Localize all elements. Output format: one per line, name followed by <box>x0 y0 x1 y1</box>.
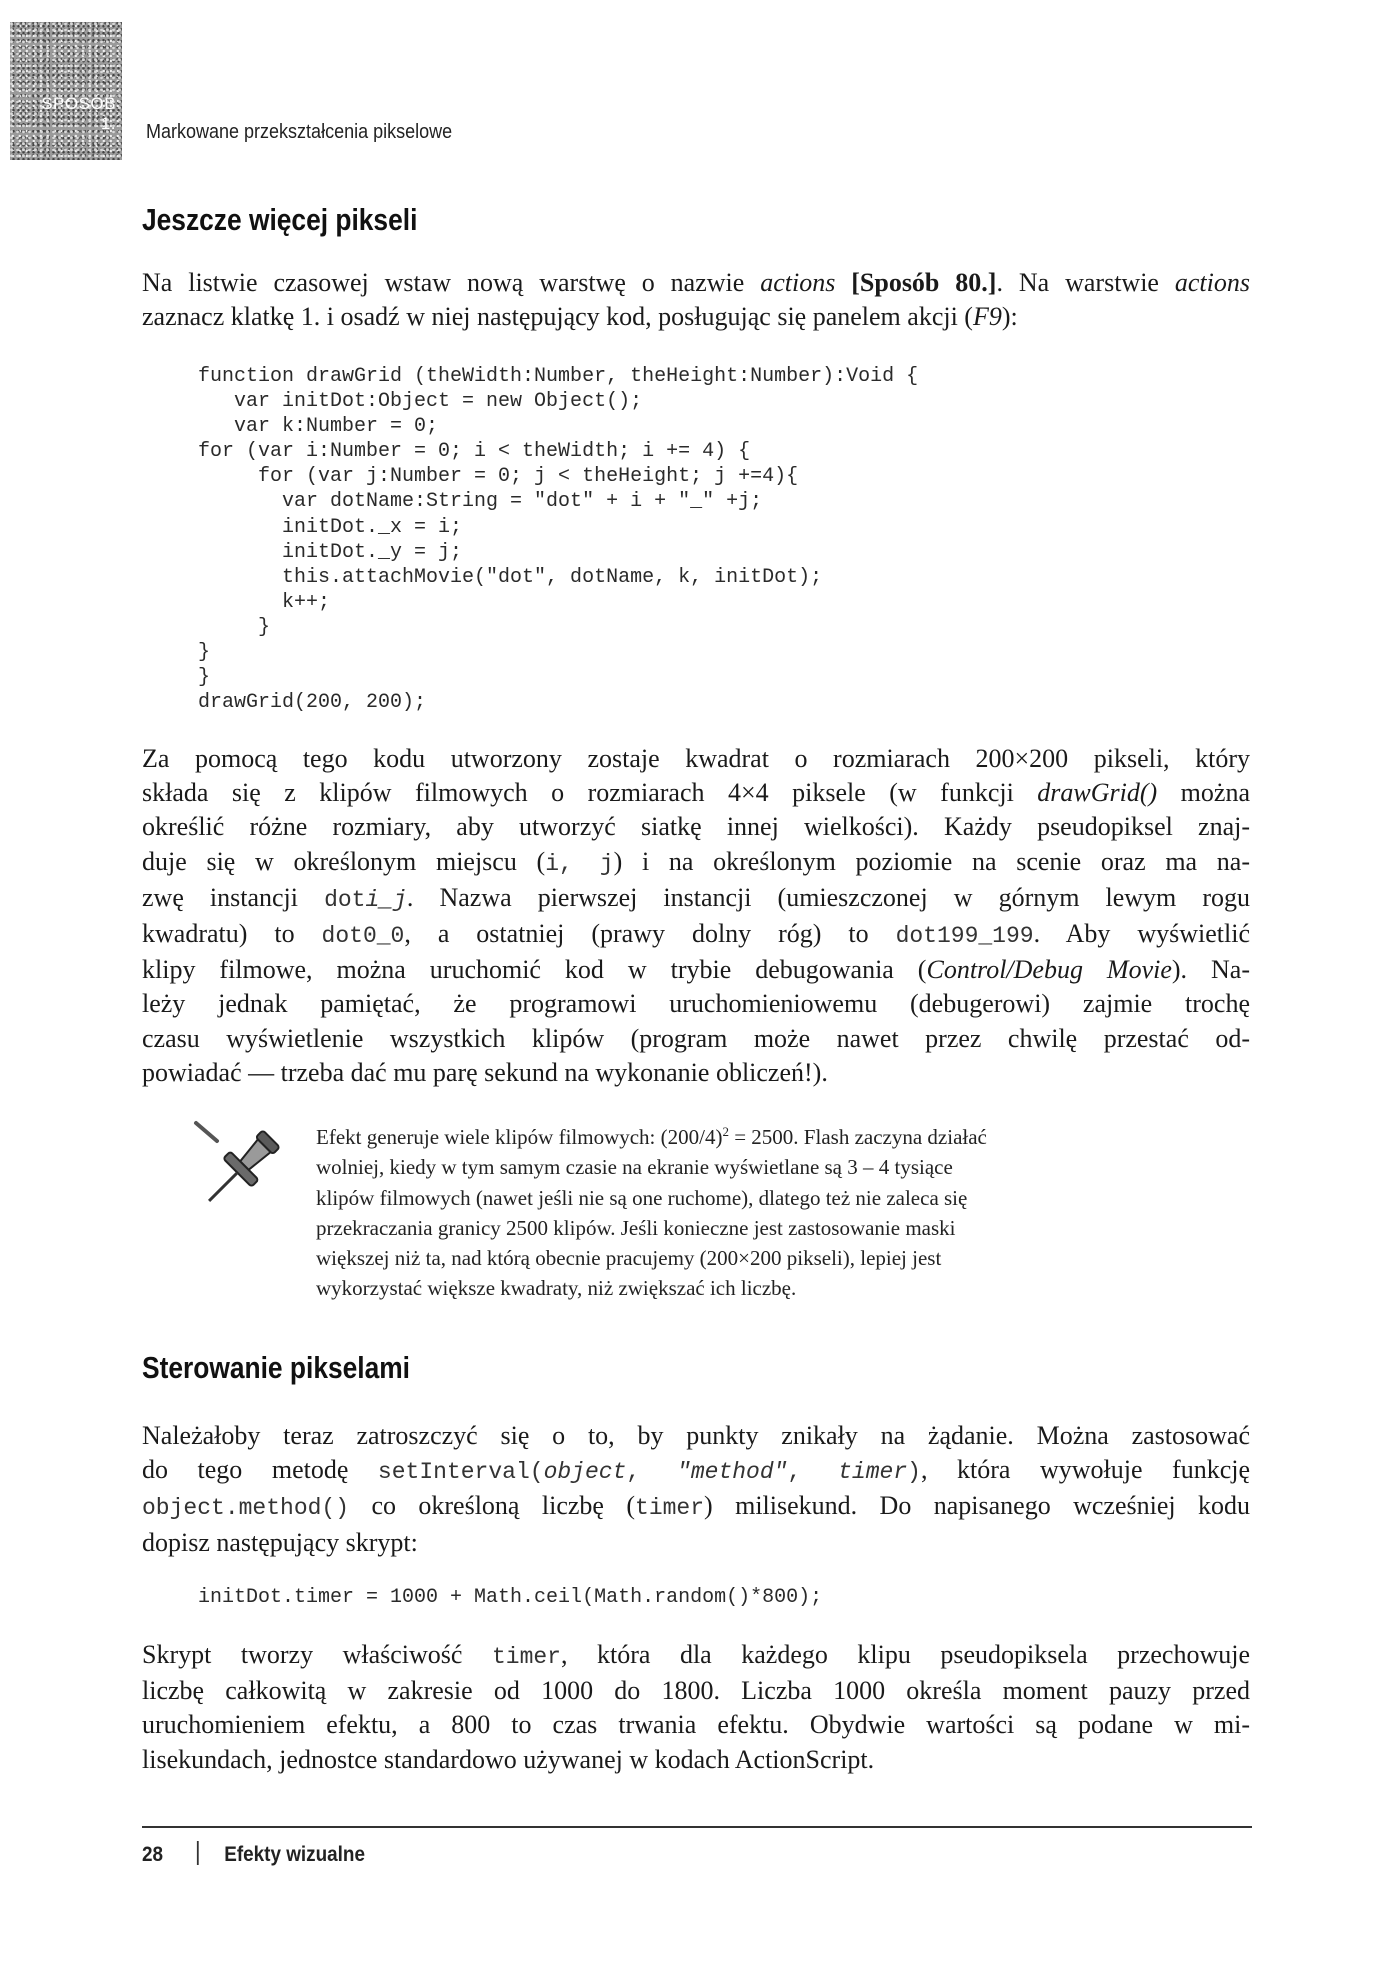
paragraph-line: duje się w określonym miejscu (i, j) i na określonym poziomie na scenie oraz ma na- <box>142 846 1250 877</box>
paragraph <box>142 1419 1250 1560</box>
footer-separator <box>197 1841 199 1865</box>
note-line: większej niż ta, nad którą obecnie pracujemy (200×200 pikseli), lepiej jest <box>316 1246 942 1271</box>
paragraph-line: określić różne rozmiary, aby utworzyć siatkę innej wielkości). Każdy pseudopiksel znaj- <box>142 812 1250 842</box>
paragraph <box>142 1638 1250 1777</box>
paragraph <box>142 742 1250 1090</box>
paragraph-line: Należałoby teraz zatroszczyć się o to, by punkty znikały na żądanie. Można zastosować <box>142 1421 1250 1450</box>
running-head: Markowane przekształcenia pikselowe <box>146 121 453 143</box>
pushpin-icon <box>193 1117 293 1217</box>
badge-line2: 1. <box>100 114 116 133</box>
paragraph-line: kwadratu) to dot0_0, a ostatniej (prawy dolny róg) to dot199_199. Aby wyświetlić <box>142 919 1250 950</box>
paragraph-line: do tego metodę setInterval(object, "method", timer), która wywołuje funkcję <box>142 1455 1250 1486</box>
section-heading: Jeszcze więcej pikseli <box>142 202 418 237</box>
book-title: Efekty wizualne <box>224 1843 365 1866</box>
paragraph-line: liczbę całkowitą w zakresie od 1000 do 1800. Liczba 1000 określa moment pauzy przed <box>142 1676 1250 1706</box>
note-line: wolniej, kiedy w tym samym czasie na ekranie wyświetlane są 3 – 4 tysiące <box>316 1155 953 1180</box>
code-listing: initDot.timer = 1000 + Math.ceil(Math.random()*800); <box>198 1586 823 1609</box>
note-text <box>316 1122 1192 1304</box>
paragraph-line: dopisz następujący skrypt: <box>142 1527 418 1557</box>
badge-line1: SPOSÓB <box>41 94 116 113</box>
chapter-badge <box>10 22 122 160</box>
paragraph-line: object.method() co określoną liczbę (timer) milisekund. Do napisanego wcześniej kodu <box>142 1491 1250 1522</box>
page-footer <box>142 1841 365 1867</box>
footer-rule <box>142 1826 1252 1828</box>
paragraph-line: Skrypt tworzy właściwość timer, która dla każdego klipu pseudopiksela przechowuje <box>142 1640 1250 1670</box>
section-heading: Sterowanie pikselami <box>142 1350 411 1385</box>
note-line: przekraczania granicy 2500 klipów. Jeśli konieczne jest zastosowanie maski <box>316 1215 956 1240</box>
paragraph-line: czasu wyświetlenie wszystkich klipów (program może nawet przez chwilę przestać od- <box>142 1023 1250 1053</box>
paragraph-line: Na listwie czasowej wstaw nową warstwę o nazwie actions [Sposób 80.]. Na warstwie actions <box>142 268 1250 297</box>
paragraph-line: klipy filmowe, można uruchomić kod w trybie debugowania (Control/Debug Movie). Na- <box>142 955 1250 985</box>
paragraph-line: lisekundach, jednostce standardowo używanej w kodach ActionScript. <box>142 1744 875 1774</box>
paragraph <box>142 266 1250 334</box>
note-line: Efekt generuje wiele klipów filmowych: $(200/4)^2 = 2500$. Flash zaczyna działać <box>316 1124 987 1149</box>
code-listing: function drawGrid (theWidth:Number, theHeight:Number):Void { var initDot:Object = new Object(); var k:Number = 0; for (var i:Number = 0; i < theWidth; i += 4) { for (var j:Number = 0; j < theHeight; j +=4){ var dotName:String = "dot" + i + "_" +j; initDot._x = i; initDot._y = j; this.attachMovie("dot", dotName, k, initDot); k++; } } } drawGrid(200, 200); <box>198 365 919 715</box>
paragraph-line: leży jednak pamiętać, że programowi uruchomieniowemu (debugerowi) zajmie trochę <box>142 989 1250 1019</box>
note-line: wykorzystać większe kwadraty, niż zwiększać ich liczbę. <box>316 1276 797 1301</box>
badge-label <box>41 94 116 134</box>
paragraph-line: powiadać — trzeba dać mu parę sekund na wykonanie obliczeń!). <box>142 1057 828 1087</box>
paragraph-line: uruchomieniem efektu, a 800 to czas trwania efektu. Obydwie wartości są podane w mi- <box>142 1710 1250 1740</box>
paragraph-line: zaznacz klatkę 1. i osadź w niej następujący kod, posługując się panelem akcji (F9): <box>142 302 1018 332</box>
paragraph-line: składa się z klipów filmowych o rozmiarach 4×4 piksele (w funkcji drawGrid() można <box>142 778 1250 808</box>
paragraph-line: zwę instancji doti_j. Nazwa pierwszej instancji (umieszczonej w górnym lewym rogu <box>142 882 1250 913</box>
note-line: klipów filmowych (nawet jeśli nie są one ruchome), dlatego też nie zaleca się <box>316 1185 968 1210</box>
page-number: 28 <box>142 1843 164 1866</box>
paragraph-line: Za pomocą tego kodu utworzony zostaje kwadrat o rozmiarach 200×200 pikseli, który <box>142 744 1250 773</box>
